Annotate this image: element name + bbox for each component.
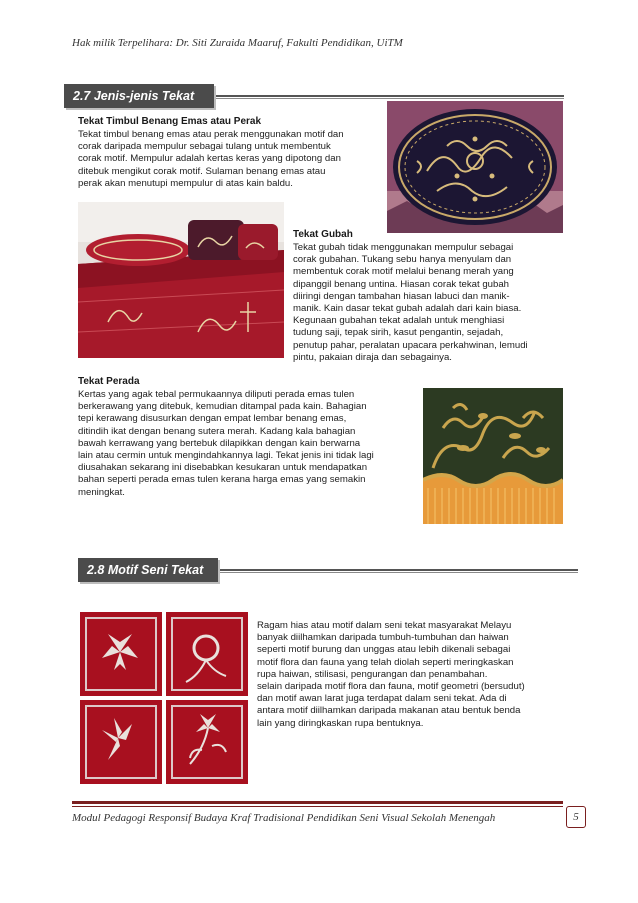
tekat-timbul-photo: [387, 101, 563, 233]
tekat-gubah-heading: Tekat Gubah: [293, 229, 353, 240]
section-28-title: 2.8 Motif Seni Tekat: [78, 558, 218, 582]
tekat-perada-heading: Tekat Perada: [78, 376, 140, 387]
page-header: Hak milik Terpelihara: Dr. Siti Zuraida Maaruf, Fakulti Pendidikan, UiTM: [72, 37, 403, 49]
section-28-rule: [220, 569, 578, 571]
section-27-title: 2.7 Jenis-jenis Tekat: [64, 84, 214, 108]
footer-rule-thin: [72, 806, 563, 807]
tekat-gubah-photo: [78, 202, 284, 358]
footer-rule: [72, 801, 563, 804]
page-footer: Modul Pedagogi Responsif Budaya Kraf Tradisional Pendidikan Seni Visual Sekolah Menengah: [72, 812, 496, 824]
motif-paragraph: Ragam hias atau motif dalam seni tekat masyarakat Melayu banyak diilhamkan daripada tumbuh-tumbuhan dan haiwan seperti motif burung dan unggas atau lebih dikenali sebagai motif flora dan fauna yang telah diolah seperti meringkaskan rupa haiwan, stilisasi, pengurangan dan penambahan. selain daripada motif flora dan fauna, motif geometri (bersudut) dan motif awan larat juga terdapat dalam seni tekat. Ada di antara motif diilhamkan daripada makanan atau bentuk benda lain yang diringkaskan rupa bentuknya.: [257, 620, 525, 729]
tekat-gubah-paragraph: Tekat gubah tidak menggunakan mempulur sebagai corak gubahan. Tukang sebu hanya menyulam dan membentuk corak motif melalui benang merah yang dipanggil benang untina. Hiasan corak tekat gubah diiringi dengan tambahan hiasan labuci dan manik- manik. Kain dasar tekat gubah adalah dari kain biasa. Kegunaan gubahan tekat adalah untuk menghiasi tudung saji, tepak sirih, kasut pengantin, sejadah, penutup pahar, peralatan upacara perkahwinan, lemudi pintu, pakaian diraja dan sebagainya.: [293, 242, 528, 363]
section-28-header: [78, 558, 578, 584]
tekat-perada-photo: [423, 388, 563, 524]
page-number: 5: [566, 806, 586, 828]
motif-tiles-photo: [78, 610, 250, 786]
section-27-rule: [216, 95, 564, 97]
tekat-timbul-paragraph: Tekat timbul benang emas atau perak menggunakan motif dan corak daripada mempulur sebagai tulang untuk membentuk corak motif. Mempulur adalah kertas keras yang dipotong dan ditebuk mengikut corak motif. Sulaman benang emas atau perak akan menutupi mempulur di atas kain baldu.: [78, 129, 344, 189]
tekat-perada-paragraph: Kertas yang agak tebal permukaannya diliputi perada emas tulen berkerawang yang ditebuk, kemudian ditampal pada kain. Bahagian tepi kerawang disusurkan dengan empat lembar benang emas, ditindih ikat dengan benang sutera merah. Kadang kala bahagian bawah kerrawang yang bertebuk dilapikkan dengan kain berwarna lain atau cermin untuk mengindahkannya lagi. Tekat jenis ini tidak lagi diusahakan sekarang ini disebabkan kesukaran untuk mendapatkan bahan seperti perada emas tulen kerana harga emas yang semakin meningkat.: [78, 389, 374, 498]
tekat-timbul-heading: Tekat Timbul Benang Emas atau Perak: [78, 116, 262, 127]
